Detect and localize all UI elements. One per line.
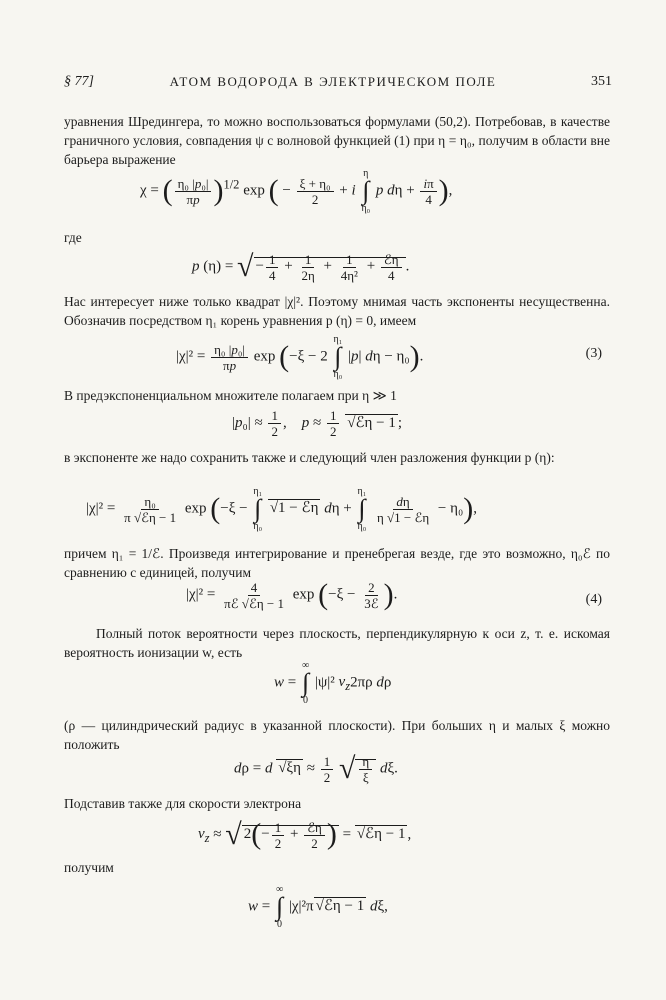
- paragraph-9: получим: [64, 860, 114, 875]
- paragraph-5: причем η₁ = 1/ℰ. Произведя интегрирование и пренебрегая везде, где это возможно, η₀ℰ по сравнению с единицей, получим: [64, 546, 610, 580]
- formula-p0-approx: |p₀| ≈ $\frac{1}{2}$ , p ≈ $\frac{1}{2}$ √ℰη − 1 ;: [232, 408, 403, 439]
- formula-chi-squared-expanded: |χ|² = $\frac{\text{η₀}}{\text{π √ℰη − 1}}$ exp (−ξ − η₁ ∫ η₀ √1 − ℰη dη + η₁ ∫ η₀ $\frac{d\eta}{\text{η √1 − ℰη}}$ − η₀),: [86, 486, 477, 532]
- formula-eq4: |χ|² = $\frac{4}{\text{πℰ √ℰη − 1}}$ exp (−ξ − $\frac{2}{\text{3ℰ}}$ ).: [186, 578, 398, 611]
- formula-chi: χ = ( $\frac{\text{η₀ |p₀|}}{\pi p}$ )$^{1/2}$ exp ( − $\frac{\text{ξ + η₀}}{2}$ + i η ∫ η₀ p dη + $\frac{i\pi}{4}$ ),: [140, 168, 453, 214]
- formula-p-eta: p (η) = √ − $\frac{1}{4}$ + $\frac{1}{2\eta}$ + $\frac{1}{\text{4η²}}$ + $\frac{\text{ℰη}}{4}$ .: [192, 250, 410, 283]
- paragraph-2: Нас интересует ниже только квадрат |χ|². Поэтому мнимая часть экспоненты несущественна. Обозначив посредством η₁ корень уравнения p (η) = 0, имеем: [64, 294, 610, 328]
- paragraph-4: в экспоненте же надо сохранить также и следующий член разложения функции p (η):: [64, 450, 555, 465]
- formula-w-integral: w = ∞ ∫ 0 |ψ|² $v_z2\pi\rho$ dρ: [274, 660, 392, 706]
- section-number: § 77]: [64, 74, 94, 89]
- page-number: 351: [591, 74, 612, 89]
- formula-w-final: w = ∞ ∫ 0 |χ|²π √ℰη − 1 dξ,: [248, 884, 388, 930]
- running-title: АТОМ ВОДОРОДА В ЭЛЕКТРИЧЕСКОМ ПОЛЕ: [169, 74, 497, 89]
- paragraph-1: уравнения Шредингера, то можно воспользоваться формулами (50,2). Потребовав, в качестве граничного условия, совпадения ψ с волновой функцией (1) при η = η₀, получим в области вне барьера выражение: [64, 114, 610, 167]
- word-where: где: [64, 230, 82, 245]
- formula-d-rho: dρ = d √ξη ≈ $\frac{1}{2}$ √ $\frac{\eta}{\xi}$ dξ.: [234, 752, 398, 785]
- equation-number-3: (3): [585, 346, 602, 361]
- paragraph-6: Полный поток вероятности через плоскость, перпендикулярную к оси z, т. е. искомая вероятность ионизации w, есть: [64, 626, 610, 660]
- paragraph-7: (ρ — цилиндрический радиус в указанной плоскости). При больших η и малых ξ можно положить: [64, 718, 610, 752]
- paragraph-8: Подставив также для скорости электрона: [64, 796, 302, 811]
- paragraph-3: В предэкспоненциальном множителе полагаем при η ≫ 1: [64, 388, 397, 403]
- formula-eq3: |χ|² = $\frac{\text{η₀ |p₀|}}{\pi p}$ exp (−ξ − 2 η₁ ∫ η₀ |p| dη − η₀).: [176, 334, 424, 380]
- formula-velocity: $v_z$ ≈ √ 2(− $\frac{1}{2}$ + $\frac{\text{ℰη}}{2}$ ) = √ℰη − 1 ,: [198, 818, 412, 851]
- equation-number-4: (4): [585, 592, 602, 607]
